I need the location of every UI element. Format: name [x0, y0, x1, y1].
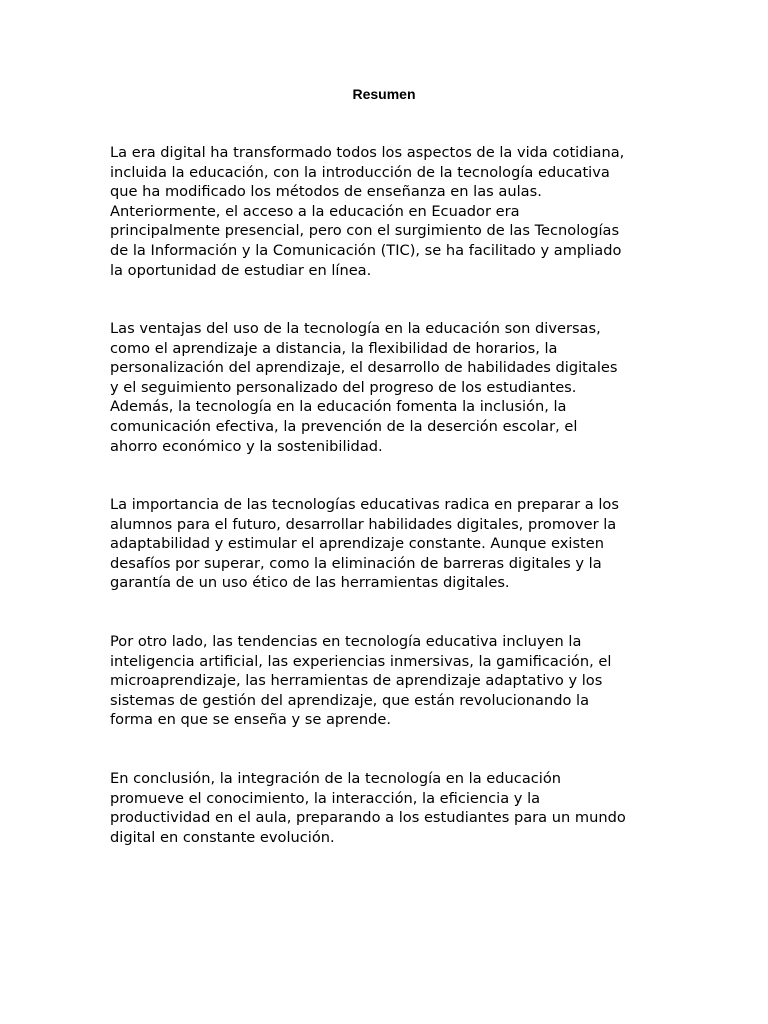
paragraph-conclusion: En conclusión, la integración de la tecnología en la educación promueve el conocimiento, la interacción, la eficiencia y la productividad en el aula, preparando a los estudiantes para un mundo digital en constante evolución.: [110, 770, 626, 846]
paragraph-importancia: La importancia de las tecnologías educativas radica en preparar a los alumnos para el futuro, desarrollar habilidades digitales, promover la adaptabilidad y estimular el aprendizaje constante. Aunque existen desafíos por superar, como la eliminación de barreras digitales y la garantía de un uso ético de las herramientas digitales.: [110, 496, 619, 592]
paragraph-ventajas: Las ventajas del uso de la tecnología en la educación son diversas, como el aprendizaje a distancia, la flexibilidad de horarios, la personalización del aprendizaje, el desarrollo de habilidades digitales y el seguimiento personalizado del progreso de los estudiantes. Además, la tecnología en la educación fomenta la inclusión, la comunicación efectiva, la prevención de la deserción escolar, el ahorro económico y la sostenibilidad.: [110, 320, 618, 455]
paragraph-tendencias: Por otro lado, las tendencias en tecnología educativa incluyen la inteligencia artificial, las experiencias inmersivas, la gamificación, el microaprendizaje, las herramientas de aprendizaje adaptativo y los sistemas de gestión del aprendizaje, que están revolucionando la forma en que se enseña y se aprende.: [110, 633, 612, 729]
page-title: Resumen: [352, 86, 416, 102]
paragraph-intro: La era digital ha transformado todos los aspectos de la vida cotidiana, incluida la educación, con la introducción de la tecnología educativa que ha modificado los métodos de enseñanza en las aulas. Anteriormente, el acceso a la educación en Ecuador era principalmente presencial, pero con el surgimiento de las Tecnologías de la Información y la Comunicación (TIC), se ha facilitado y ampliado la oportunidad de estudiar en línea.: [110, 144, 625, 279]
